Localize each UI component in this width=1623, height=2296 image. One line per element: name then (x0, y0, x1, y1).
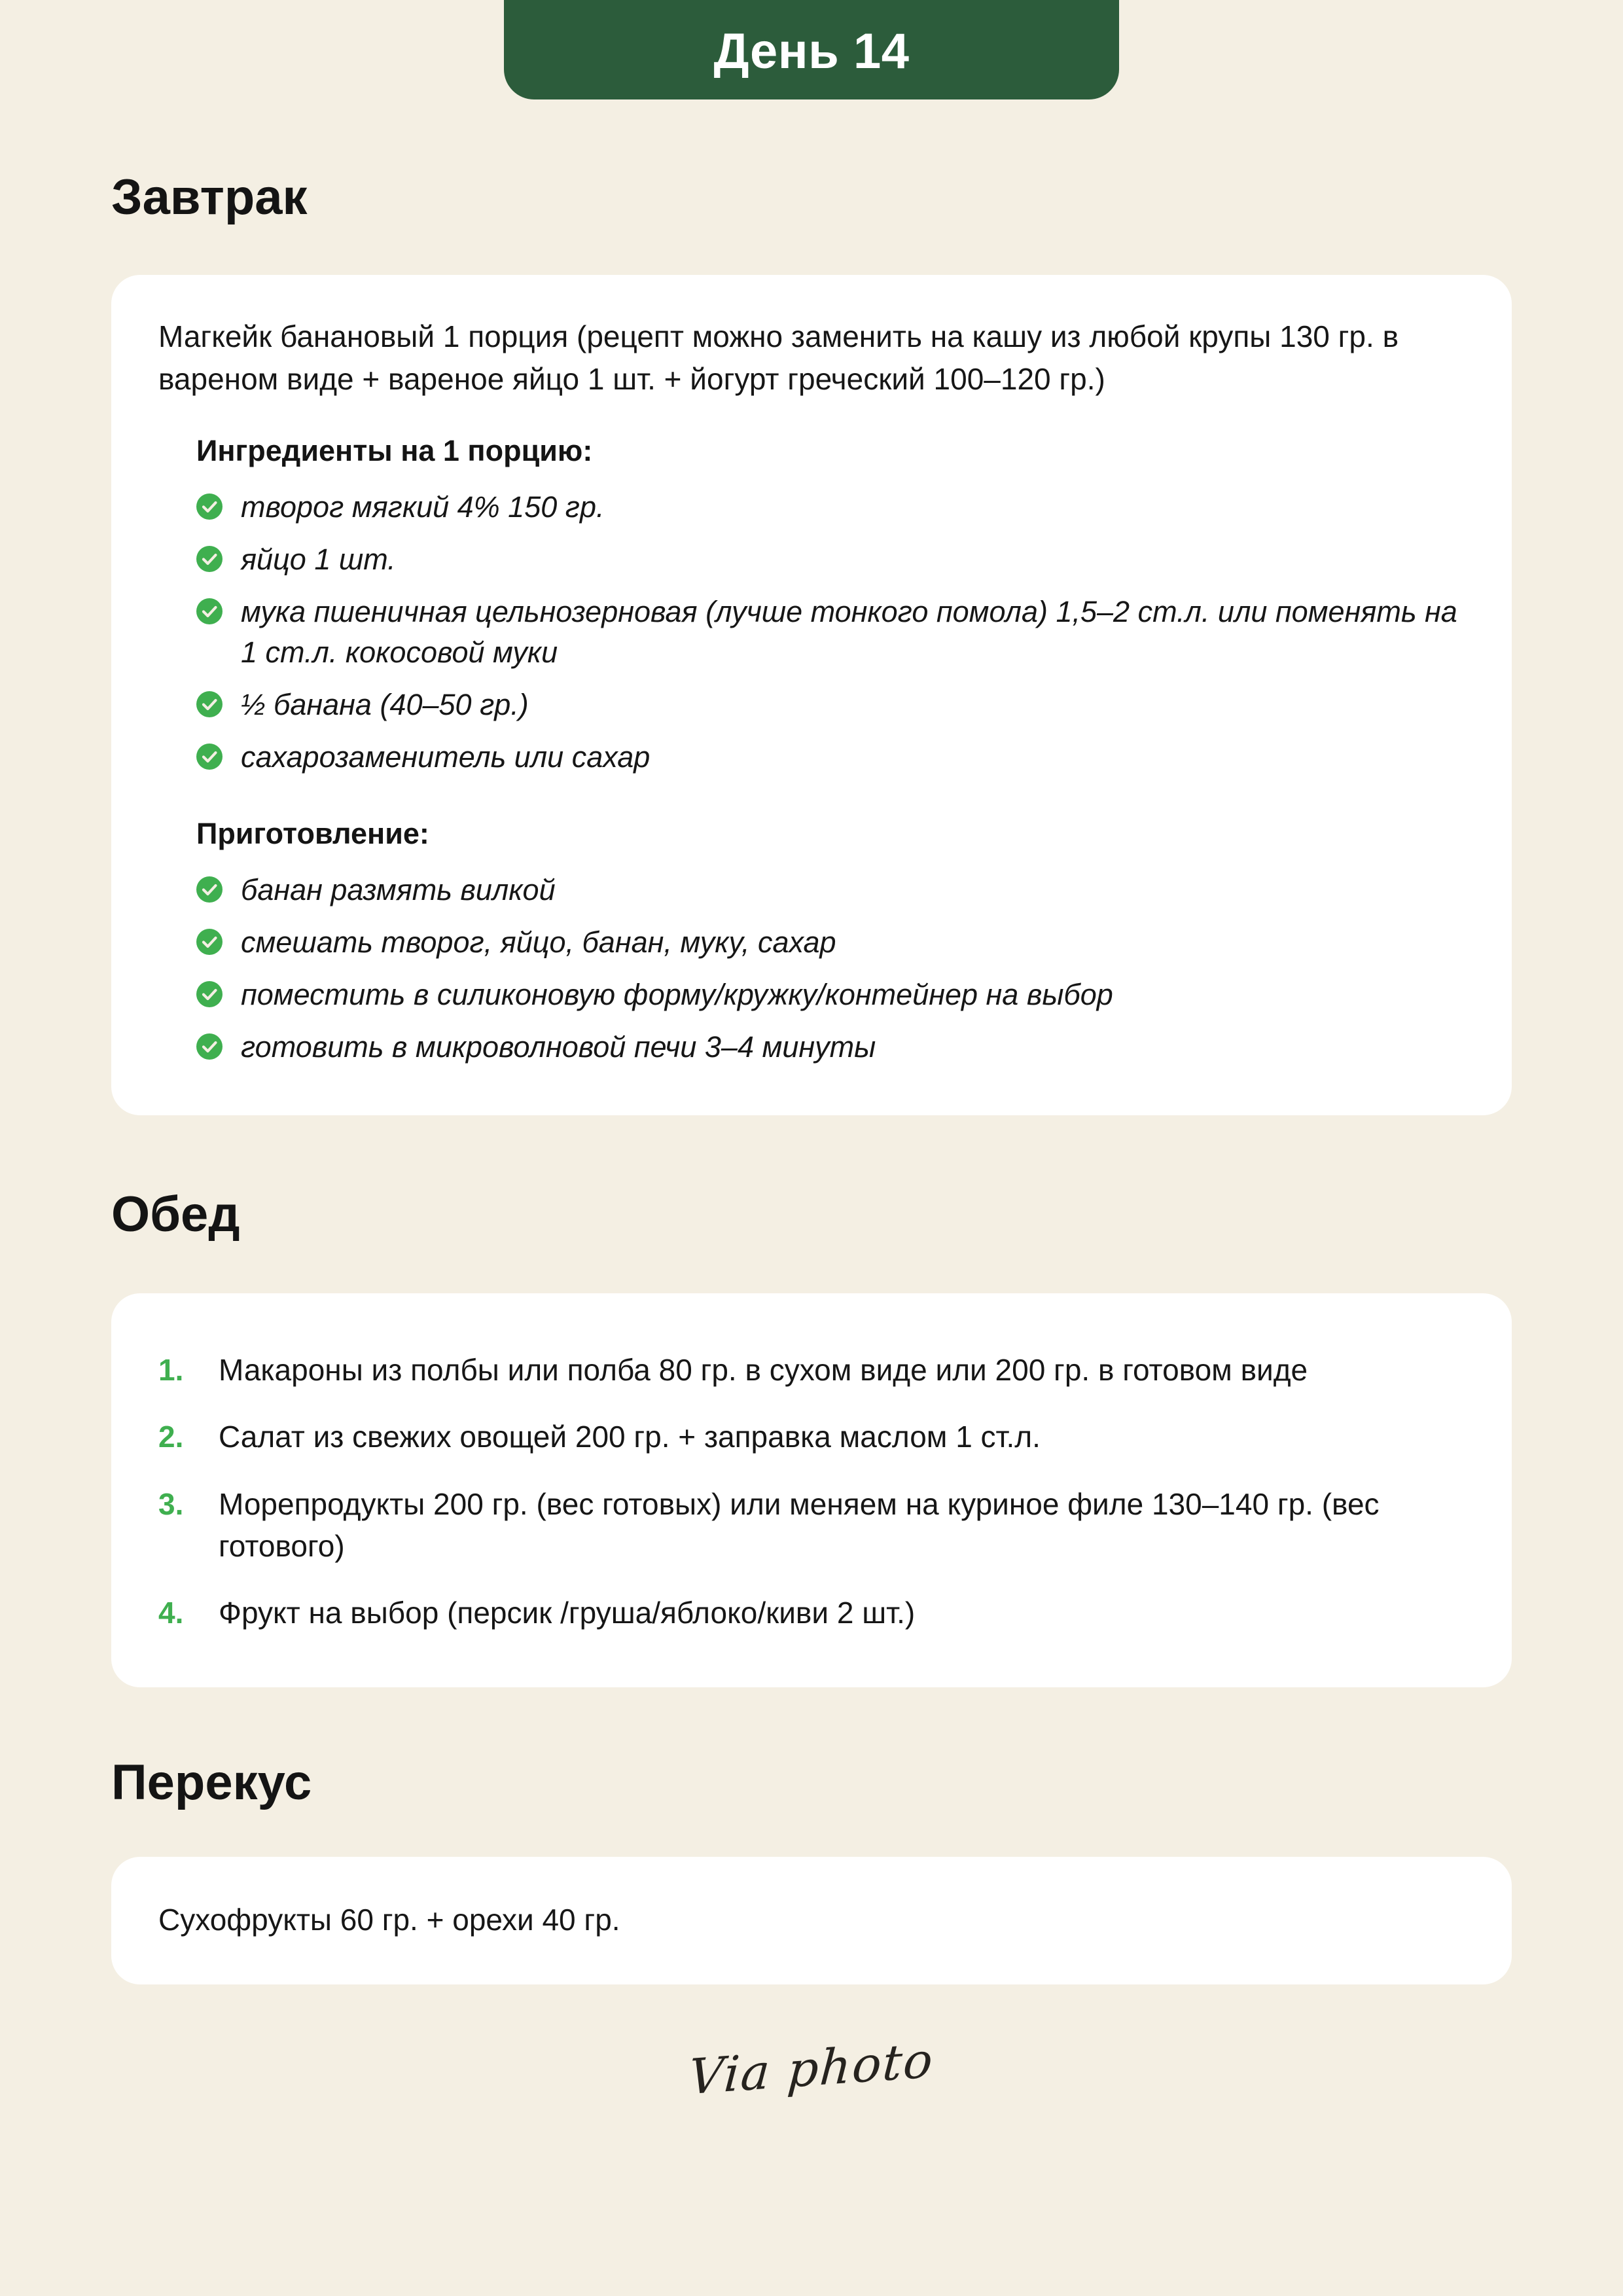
lunch-heading: Обед (111, 1187, 240, 1243)
check-circle-icon (196, 1033, 223, 1060)
list-number: 4. (158, 1596, 184, 1630)
list-number: 3. (158, 1486, 184, 1521)
preparation-step-text: банан размять вилкой (241, 872, 556, 906)
lunch-item-text: Салат из свежих овощей 200 гр. + заправка маслом 1 ст.л. (219, 1420, 1041, 1454)
breakfast-heading: Завтрак (111, 170, 308, 225)
ingredient-text: мука пшеничная цельнозерновая (лучше тонкого помола) 1,5–2 ст.л. или поменять на 1 ст.л. кокосовой муки (241, 594, 1457, 669)
check-circle-icon (196, 598, 223, 624)
ingredient-text: творог мягкий 4% 150 гр. (241, 490, 605, 524)
header-badge-container (0, 0, 1623, 99)
check-circle-icon (196, 981, 223, 1007)
preparation-step-text: смешать творог, яйцо, банан, муку, сахар (241, 925, 836, 959)
lunch-list (158, 1336, 1465, 1647)
list-item (158, 864, 1465, 916)
list-item (158, 533, 1465, 586)
content-area (0, 99, 1623, 2106)
list-item (158, 1471, 1465, 1580)
check-circle-icon (196, 744, 223, 770)
ingredients-list (158, 481, 1465, 784)
breakfast-intro-text: Магкейк банановый 1 порция (рецепт можно заменить на кашу из любой крупы 130 гр. в вареном виде + вареное яйцо 1 шт. + йогурт греческий 100–120 гр.) (158, 319, 1399, 396)
snack-card (111, 1857, 1512, 1984)
check-circle-icon (196, 929, 223, 955)
check-circle-icon (196, 691, 223, 717)
signature-watermark: Via photo (687, 2032, 936, 2106)
check-circle-icon (196, 876, 223, 903)
check-circle-icon (196, 493, 223, 520)
lunch-item-text: Морепродукты 200 гр. (вес готовых) или меняем на куриное филе 130–140 гр. (вес готового) (219, 1486, 1380, 1563)
preparation-block (158, 815, 1465, 1073)
lunch-item-text: Макароны из полбы или полба 80 гр. в сухом виде или 200 гр. в готовом виде (219, 1352, 1308, 1387)
list-number: 1. (158, 1352, 184, 1387)
ingredient-text: сахарозаменитель или сахар (241, 740, 651, 774)
preparation-step-text: поместить в силиконовую форму/кружку/контейнер на выбор (241, 977, 1113, 1011)
preparation-title: Приготовление: (196, 817, 429, 851)
ingredients-block (158, 432, 1465, 783)
list-item (158, 731, 1465, 783)
list-item (158, 586, 1465, 679)
snack-heading: Перекус (111, 1754, 312, 1810)
preparation-step-text: готовить в микроволновой печи 3–4 минуты (241, 1030, 876, 1064)
lunch-card (111, 1293, 1512, 1687)
list-item (158, 1403, 1465, 1470)
list-item (158, 916, 1465, 969)
preparation-list (158, 864, 1465, 1073)
list-number: 2. (158, 1420, 184, 1454)
ingredient-text: ½ банана (40–50 гр.) (241, 688, 529, 722)
lunch-item-text: Фрукт на выбор (персик /груша/яблоко/киви 2 шт.) (219, 1596, 916, 1630)
check-circle-icon (196, 546, 223, 572)
list-item (158, 1336, 1465, 1403)
list-item (158, 1579, 1465, 1646)
day-badge (504, 0, 1119, 99)
ingredients-title: Ингредиенты на 1 порцию: (196, 434, 593, 468)
snack-text: Сухофрукты 60 гр. + орехи 40 гр. (158, 1903, 620, 1937)
day-badge-label: День 14 (713, 24, 910, 79)
list-item (158, 679, 1465, 731)
ingredient-text: яйцо 1 шт. (241, 542, 396, 576)
list-item (158, 481, 1465, 533)
list-item (158, 1021, 1465, 1073)
breakfast-card (111, 275, 1512, 1116)
signature-container (111, 2032, 1512, 2106)
list-item (158, 969, 1465, 1021)
